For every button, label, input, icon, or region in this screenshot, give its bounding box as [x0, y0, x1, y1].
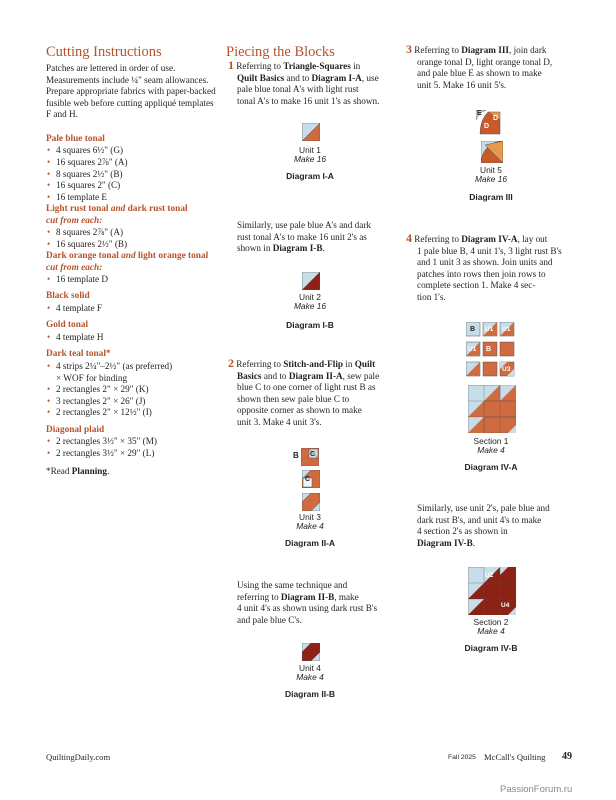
step-number: 1	[228, 58, 234, 72]
label-u2: U2	[485, 572, 494, 579]
label-u1-a: U1	[485, 326, 494, 333]
list-item: • 16 squares 2" (C)	[47, 180, 121, 191]
pale-blue-list	[46, 145, 221, 203]
pale-blue-heading: Pale blue tonal	[46, 133, 105, 144]
list-item: • 4 template H	[47, 331, 104, 342]
teal-list	[46, 361, 221, 419]
list-item: • 2 rectangles 2" × 29" (K)	[47, 384, 149, 395]
unit3-block	[302, 493, 320, 511]
step4-text: 4 Referring to Diagram IV-A, lay out 1 pale blue B, 4 unit 1's, 3 light rust B's and 1 unit 3 as shown. Join units and patches into rows then join rows to complete section 1. Make 4 sec- tion 1's.	[406, 231, 562, 302]
footer-magazine: McCall's Quilting	[484, 752, 546, 762]
label-u1-b: U1	[502, 326, 511, 333]
label-u4: U4	[501, 602, 510, 609]
same-technique-text: Using the same technique and referring to Diagram II-B, make 4 unit 4's as shown using dark rust B's and pale blue C's.	[237, 580, 378, 625]
rust-list	[46, 227, 221, 250]
section1-block	[468, 385, 516, 433]
list-item: • 2 rectangles 3½" × 35" (M)	[47, 436, 157, 447]
plaid-list	[46, 436, 221, 459]
list-item: • 4 template F	[47, 302, 102, 313]
step3-text: 3 Referring to Diagram III, join dark orange tonal D, light orange tonal D, and pale blue E as shown to make unit 5. Make 16 unit 5's.	[406, 42, 553, 90]
orange-heading: Dark orange tonal and light orange tonal	[46, 251, 209, 262]
list-item: • 8 squares 2⅞" (A)	[47, 226, 124, 237]
step-number: 2	[228, 356, 234, 370]
label-u3: U3	[502, 366, 511, 373]
rust-heading: Light rust tonal and dark rust tonal	[46, 204, 188, 215]
label-c-top: C	[310, 451, 316, 458]
label-b-row2: B	[486, 346, 492, 353]
list-item: • 4 strips 2¼"–2½" (as preferred)	[47, 360, 173, 371]
list-item: • 16 template E	[47, 191, 108, 202]
cutting-column	[46, 44, 221, 477]
label-u1-c: U1	[468, 346, 477, 353]
unit4-caption: Unit 4 Make 4	[296, 663, 324, 682]
label-b: B	[293, 451, 299, 460]
footer-page-number: 49	[562, 751, 572, 762]
plaid-heading: Diagonal plaid	[46, 424, 105, 435]
list-item: • 16 template D	[47, 273, 109, 284]
step-number: 4	[406, 231, 412, 245]
unit4-block	[302, 643, 320, 661]
unit1-block	[302, 123, 320, 141]
piecing-column	[226, 44, 401, 61]
section2-caption: Section 2 Make 4	[473, 617, 509, 636]
gold-heading: Gold tonal	[46, 320, 89, 331]
watermark: PassionForum.ru	[500, 784, 573, 795]
teal-heading: Dark teal tonal*	[46, 349, 111, 360]
unit1-caption: Unit 1 Make 16	[293, 145, 327, 164]
list-item: • 2 rectangles 2" × 12½" (I)	[47, 407, 152, 418]
similar-section2-text: Similarly, use unit 2's, pale blue and dark rust B's, and unit 4's to make 4 section 2's as shown in Diagram IV-B.	[417, 503, 550, 548]
label-d-left: D	[484, 123, 490, 130]
gold-list	[46, 332, 221, 344]
label-d-right: D	[493, 115, 499, 122]
list-item: • 3 rectangles 2" × 26" (J)	[47, 395, 146, 406]
section1-caption: Section 1 Make 4	[473, 436, 509, 455]
diagram-iib-label: Diagram II-B	[284, 689, 336, 699]
diagram-ia-label: Diagram I-A	[286, 171, 334, 181]
rust-cut-from: cut from each:	[46, 215, 103, 226]
diagram-iia-label: Diagram II-A	[284, 538, 336, 548]
cutting-intro: Patches are lettered in order of use. Measurements include ¼" seam allowances. Prepare appropriate fabrics with paper-backed fusible web before cutting appliqué templates F and H.	[46, 63, 216, 120]
diagram-ib-label: Diagram I-B	[286, 320, 334, 330]
list-item: • 16 squares 2½" (B)	[47, 238, 128, 249]
list-item: • 16 squares 2⅞" (A)	[47, 157, 128, 168]
orange-cut-from: cut from each:	[46, 262, 103, 273]
similar-1b-text: Similarly, use pale blue A's and dark rust tonal A's to make 16 unit 2's as shown in Diagram I-B.	[237, 220, 371, 254]
cutting-title: Cutting Instructions	[46, 44, 162, 60]
black-list	[46, 303, 221, 315]
black-heading: Black solid	[46, 291, 90, 302]
piecing-title: Piecing the Blocks	[226, 44, 335, 60]
list-item: • 2 rectangles 3½" × 29" (L)	[47, 447, 155, 458]
planning-note: *Read Planning.	[46, 465, 110, 476]
diagram-ivb-label: Diagram IV-B	[464, 643, 518, 653]
list-item: • 8 squares 2½" (B)	[47, 168, 123, 179]
unit5-block	[481, 141, 503, 163]
footer-site: QuiltingDaily.com	[46, 752, 111, 762]
list-item: × WOF for binding	[56, 372, 128, 383]
label-e: E	[477, 110, 482, 117]
unit2-block	[302, 272, 320, 290]
label-c-bottom: C	[305, 476, 311, 483]
step1-text: 1 Referring to Triangle-Squares in Quilt Basics and to Diagram I-A, use pale blue tonal A's with light rust tonal A's to make 16 unit 1's as shown.	[228, 58, 380, 106]
step2-text: 2 Referring to Stitch-and-Flip in Quilt Basics and to Diagram II-A, sew pale blue C to one corner of light rust B as shown then sew pale blue C to opposite corner as shown to make unit 3. Make 4 unit 3's.	[228, 356, 380, 427]
list-item: • 4 squares 6½" (G)	[47, 145, 124, 156]
diagram-iva-label: Diagram IV-A	[464, 462, 518, 472]
orange-list	[46, 274, 221, 286]
unit3-caption: Unit 3 Make 4	[296, 512, 324, 531]
unit2-caption: Unit 2 Make 16	[293, 292, 327, 311]
footer-issue: Fall 2025	[448, 754, 476, 761]
step-number: 3	[406, 42, 412, 56]
label-b-row1: B	[470, 326, 476, 333]
diagram-iii-label: Diagram III	[469, 192, 513, 202]
unit5-caption: Unit 5 Make 16	[474, 165, 508, 184]
